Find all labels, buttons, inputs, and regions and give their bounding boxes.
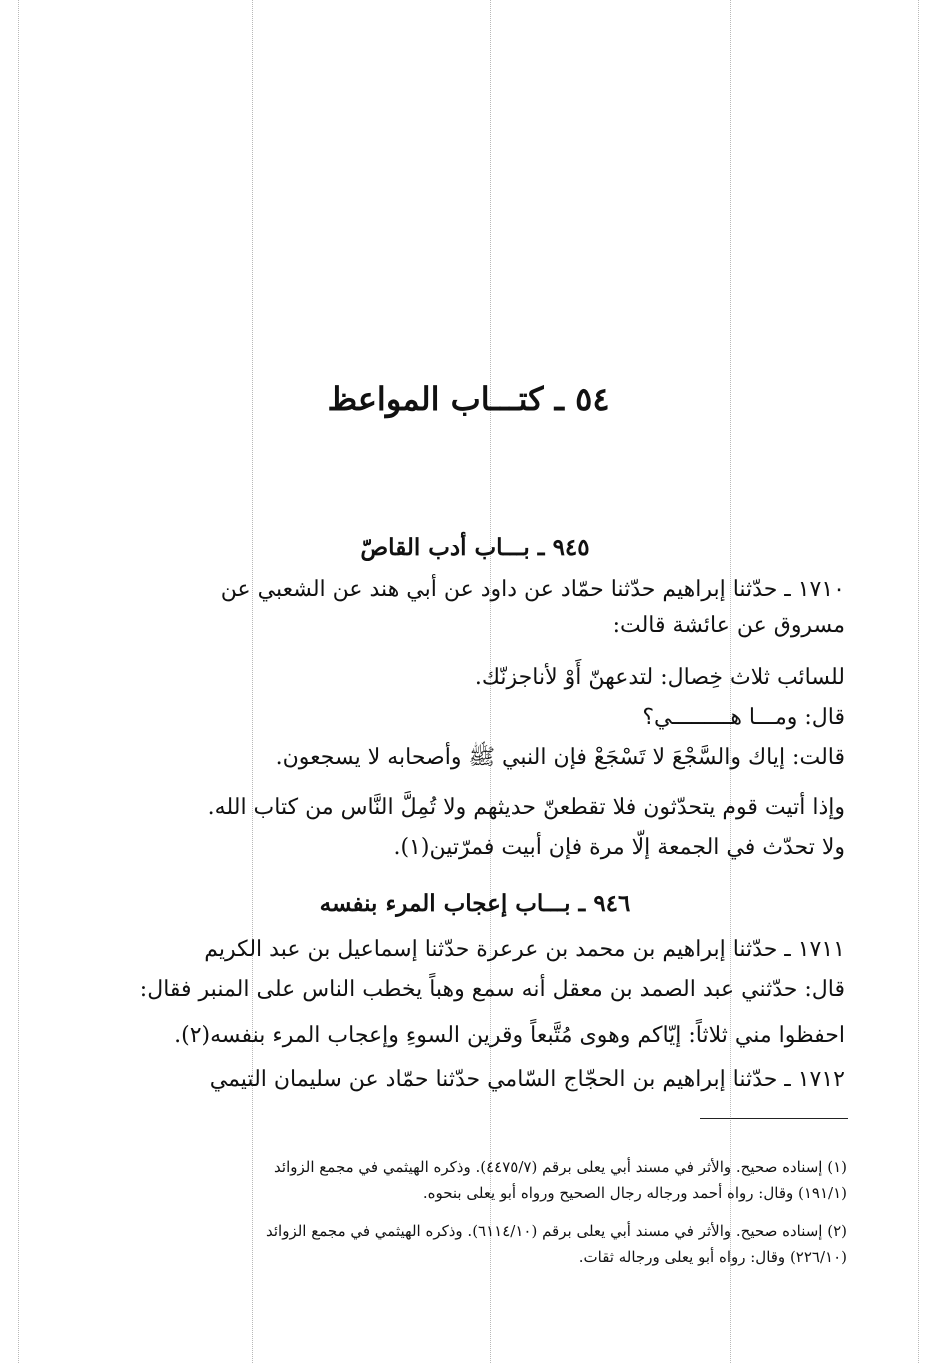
text-line: احفظوا مني ثلاثاً: إيّاكم وهوى مُتَّبعاً وقرين السوءِ وإعجاب المرء بنفسه(٢). (174, 1023, 845, 1048)
chapter-title: ٥٤ ـ كتـــاب المواعظ (327, 380, 610, 418)
text-line: مسروق عن عائشة قالت: (612, 613, 845, 638)
text-line: ١٧١٠ ـ حدّثنا إبراهيم حدّثنا حمّاد عن داود عن أبي هند عن الشعبي عن (220, 577, 845, 602)
text-line: قال: حدّثني عبد الصمد بن معقل أنه سمع وهباً يخطب الناس على المنبر فقال: (139, 977, 845, 1002)
scan-guide-line (18, 0, 19, 1363)
section-heading: ٩٤٥ ـ بـــاب أدب القاصّ (360, 534, 590, 561)
text-line: قال: ومـــا هـــــــــي؟ (642, 705, 845, 730)
footnote-separator (700, 1118, 848, 1119)
footnote-line: (٢٢٦/١٠) وقال: رواه أبو يعلى ورجاله ثقات. (578, 1248, 847, 1266)
text-line: ١٧١٢ ـ حدّثنا إبراهيم بن الحجّاج السّامي حدّثنا حمّاد عن سليمان التيمي (209, 1067, 845, 1092)
text-line: وإذا أتيت قوم يتحدّثون فلا تقطعنّ حديثهم ولا تُمِلَّ النَّاس من كتاب الله. (207, 795, 845, 820)
footnote-line: (١) إسناده صحيح. والأثر في مسند أبي يعلى برقم (٤٤٧٥/٧). وذكره الهيثمي في مجمع الزوائد (274, 1158, 847, 1176)
text-line: ولا تحدّث في الجمعة إلّا مرة فإن أبيت فمرّتين(١). (393, 835, 845, 860)
scan-guide-line (918, 0, 919, 1363)
footnote-line: (١٩١/١) وقال: رواه أحمد ورجاله رجال الصحيح ورواه أبو يعلى بنحوه. (422, 1184, 847, 1202)
section-heading: ٩٤٦ ـ بـــاب إعجاب المرء بنفسه (319, 890, 631, 917)
footnote-line: (٢) إسناده صحيح. والأثر في مسند أبي يعلى برقم (٦١١٤/١٠). وذكره الهيثمي في مجمع الزوائد (265, 1222, 847, 1240)
text-line: قالت: إياك والسَّجْعَ لا تَسْجَعْ فإن النبي ﷺ وأصحابه لا يسجعون. (275, 745, 845, 770)
text-line: للسائب ثلاث خِصال: لتدعهنّ أَوْ لأناجزنّك. (474, 665, 845, 690)
text-line: ١٧١١ ـ حدّثنا إبراهيم بن محمد بن عرعرة حدّثنا إسماعيل بن عبد الكريم (204, 937, 845, 962)
